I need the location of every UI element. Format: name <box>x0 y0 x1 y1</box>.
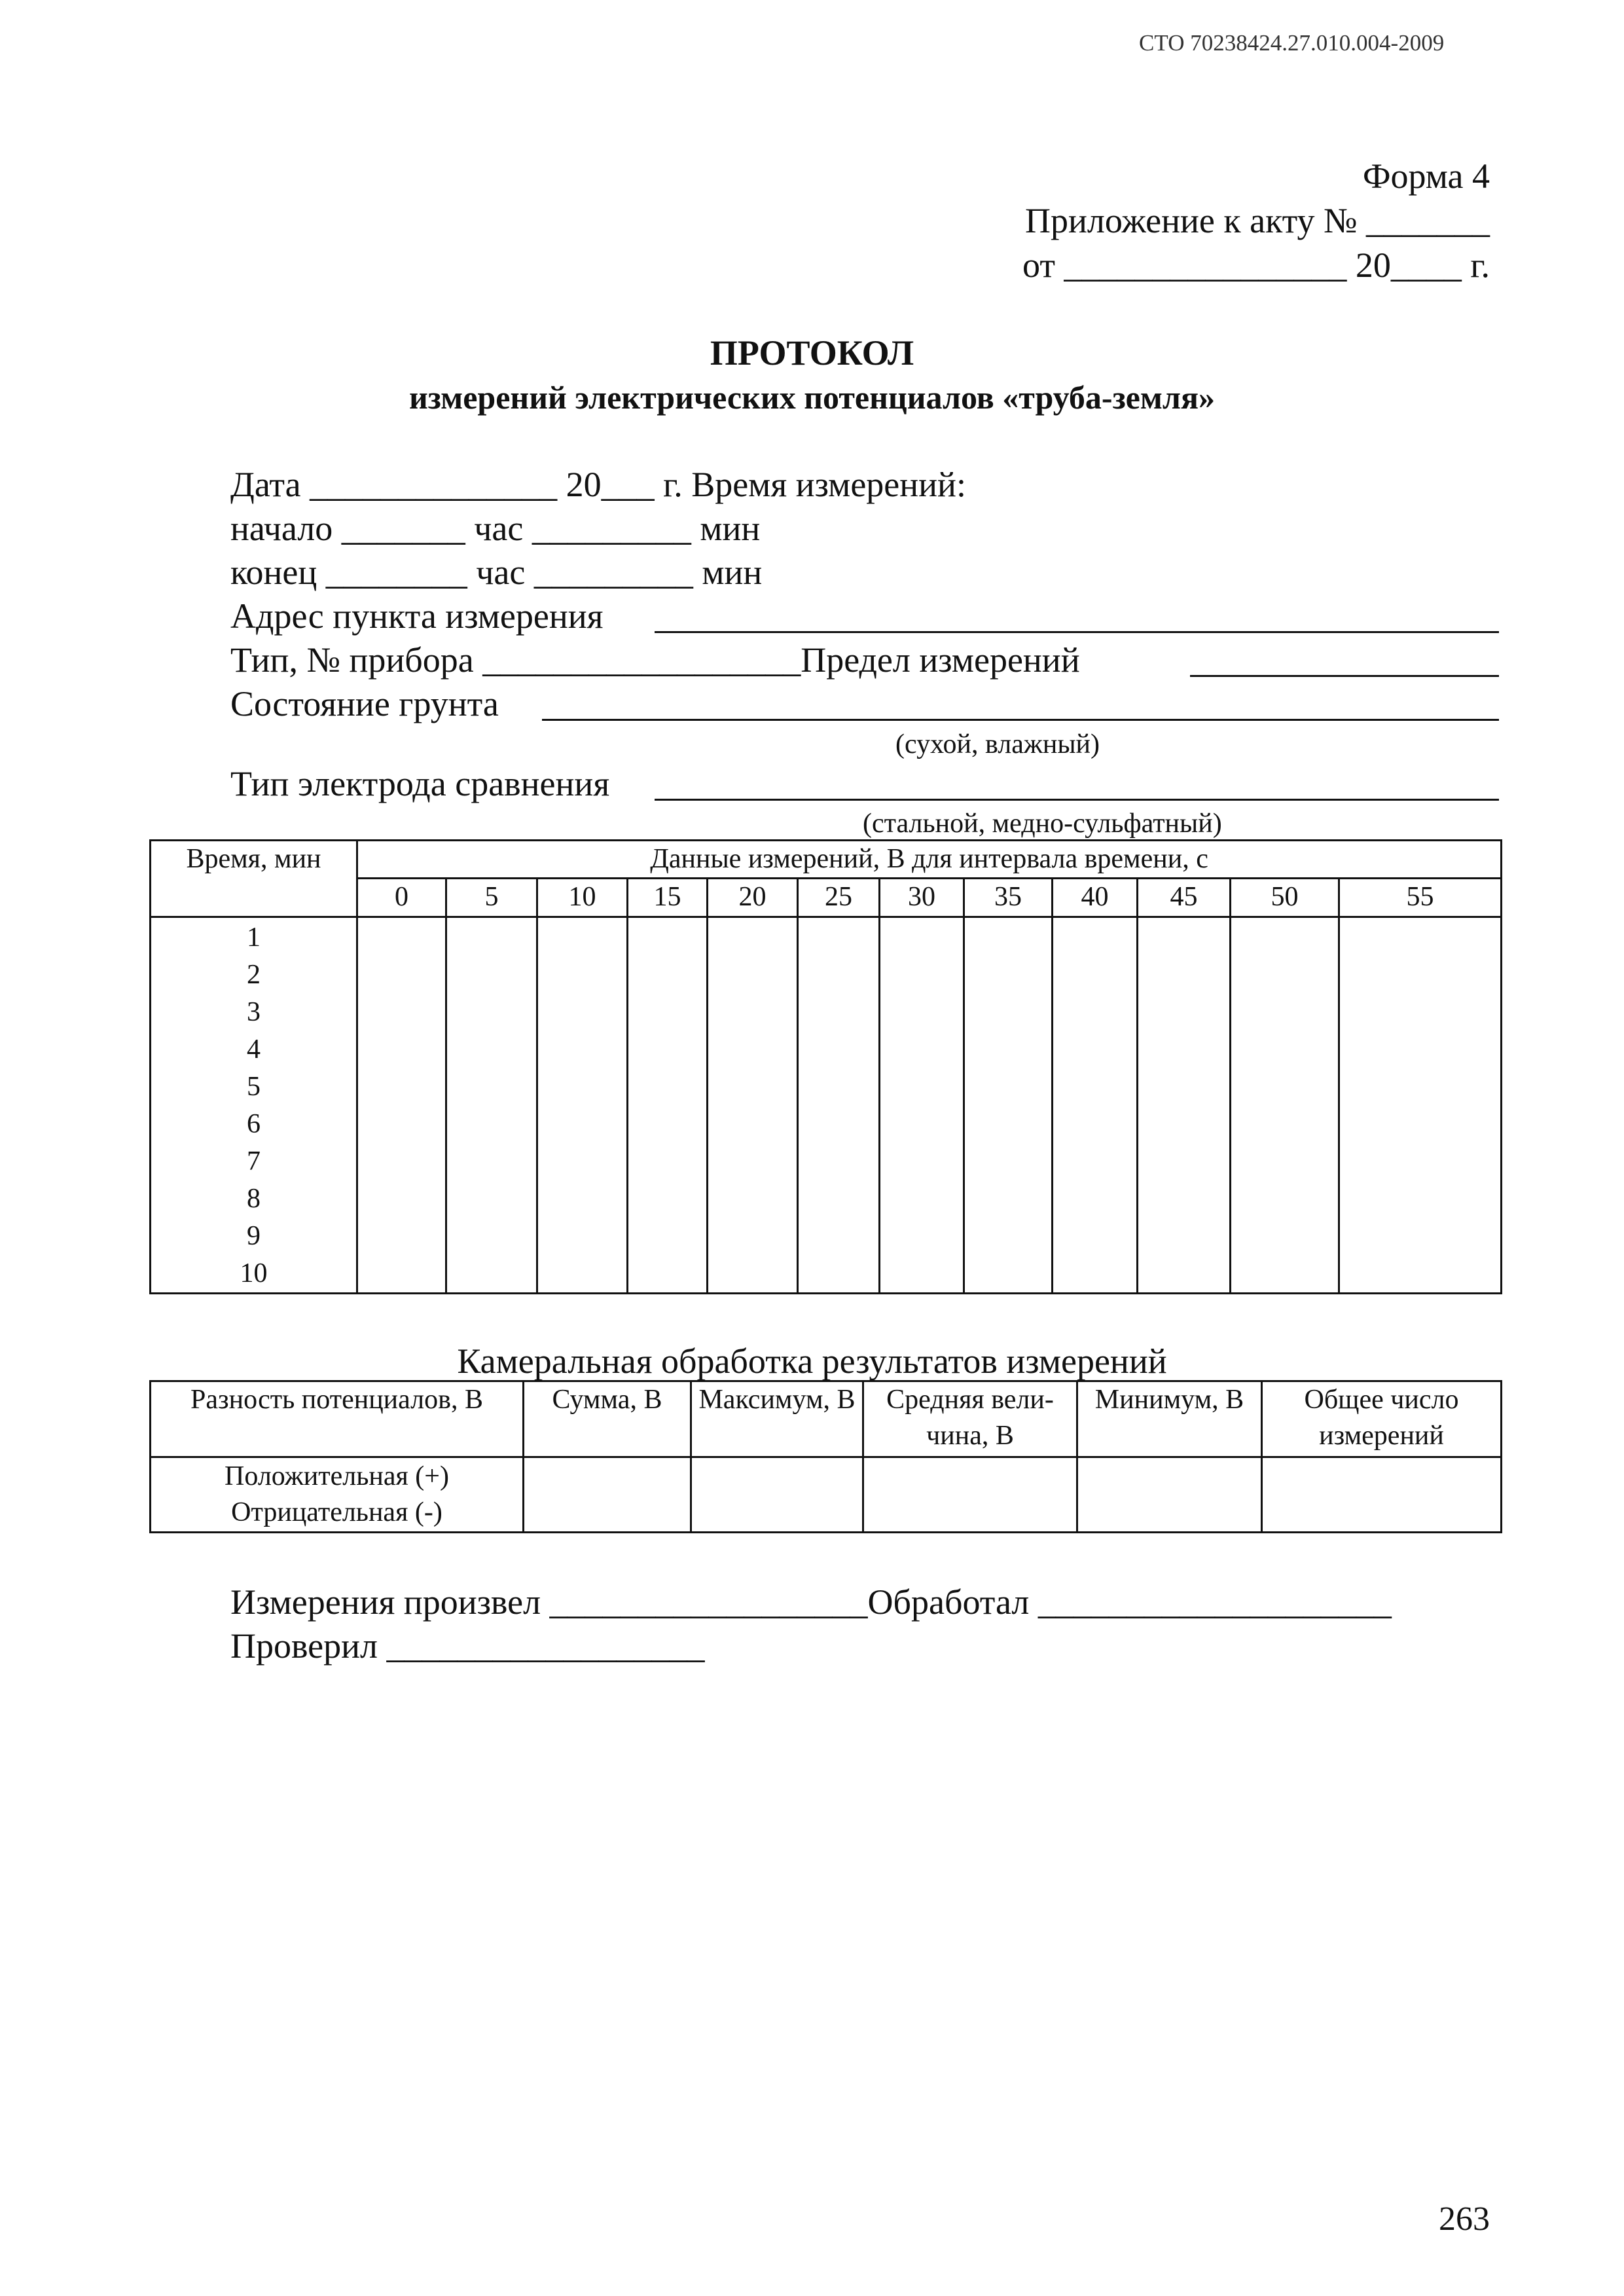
interval-header: 55 <box>1339 879 1502 917</box>
processing-caption: Камеральная обработка результатов измерений <box>457 1341 1167 1381</box>
maximum-header: Максимум, В <box>691 1381 863 1457</box>
appendix-line: Приложение к акту № _______ <box>1025 201 1490 240</box>
page-subtitle: измерений электрических потенциалов «труба-земля» <box>408 379 1216 416</box>
result-cell <box>863 1457 1077 1533</box>
address-underline <box>655 631 1499 633</box>
soil-hint: (сухой, влажный) <box>895 729 1100 759</box>
row-number: 9 <box>247 1220 261 1251</box>
data-cell <box>628 917 708 1293</box>
appendix-date-line: от ________________ 20____ г. <box>1022 246 1490 285</box>
negative-row-label: Отрицательная (-) <box>231 1497 442 1527</box>
page-number: 263 <box>1439 2200 1490 2238</box>
signature-line-measured-processed: Измерения произвел __________________Обработал ____________________ <box>230 1582 1392 1622</box>
row-number: 3 <box>247 996 261 1027</box>
row-number: 7 <box>247 1146 261 1176</box>
row-numbers-cell <box>151 917 357 1293</box>
positive-row-label: Положительная (+) <box>225 1461 449 1491</box>
interval-header: 15 <box>628 879 708 917</box>
row-number: 6 <box>247 1108 261 1139</box>
minimum-header: Минимум, В <box>1077 1381 1262 1457</box>
data-cell <box>1053 917 1138 1293</box>
interval-header: 0 <box>357 879 446 917</box>
row-number: 8 <box>247 1183 261 1214</box>
data-cell <box>708 917 798 1293</box>
electrode-label: Тип электрода сравнения <box>230 764 610 803</box>
signature-line-checked: Проверил __________________ <box>230 1626 705 1666</box>
address-label: Адрес пункта измерения <box>230 596 604 636</box>
form-number: Форма 4 <box>1362 156 1490 196</box>
row-number: 2 <box>247 959 261 990</box>
time-column-header: Время, мин <box>151 841 357 917</box>
processing-table <box>149 1380 1502 1533</box>
row-number: 10 <box>240 1258 268 1288</box>
data-cell <box>537 917 628 1293</box>
interval-header: 30 <box>880 879 964 917</box>
soil-label: Состояние грунта <box>230 684 499 723</box>
interval-header: 50 <box>1231 879 1339 917</box>
potential-difference-header: Разность потенциалов, В <box>151 1381 524 1457</box>
data-cell <box>357 917 446 1293</box>
measurement-table <box>149 839 1502 1294</box>
data-column-header: Данные измерений, В для интервала времени, с <box>357 841 1502 879</box>
start-time-line: начало _______ час _________ мин <box>230 509 761 548</box>
interval-header: 40 <box>1053 879 1138 917</box>
interval-header: 45 <box>1138 879 1231 917</box>
data-cell <box>1231 917 1339 1293</box>
row-number: 5 <box>247 1071 261 1102</box>
end-time-line: конец ________ час _________ мин <box>230 553 763 592</box>
electrode-hint: (стальной, медно-сульфатный) <box>863 809 1222 839</box>
data-cell <box>1138 917 1231 1293</box>
soil-underline <box>542 719 1499 721</box>
interval-header: 25 <box>798 879 880 917</box>
interval-header: 10 <box>537 879 628 917</box>
date-line: Дата ______________ 20___ г. Время измерений: <box>230 465 966 504</box>
interval-header: 35 <box>964 879 1053 917</box>
sign-rows-cell <box>151 1457 524 1533</box>
data-cell <box>446 917 537 1293</box>
average-header: Средняя вели-чина, В <box>863 1381 1077 1457</box>
device-line: Тип, № прибора __________________Предел измерений <box>230 640 1080 680</box>
result-cell <box>691 1457 863 1533</box>
data-cell <box>964 917 1053 1293</box>
result-cell <box>524 1457 691 1533</box>
page-title: ПРОТОКОЛ <box>710 333 914 373</box>
electrode-underline <box>655 799 1499 801</box>
interval-header: 5 <box>446 879 537 917</box>
row-number: 4 <box>247 1034 261 1065</box>
sum-header: Сумма, В <box>524 1381 691 1457</box>
row-number: 1 <box>247 922 261 953</box>
result-cell <box>1262 1457 1502 1533</box>
data-cell <box>880 917 964 1293</box>
result-cell <box>1077 1457 1262 1533</box>
data-cell <box>1339 917 1502 1293</box>
total-count-header: Общее число измерений <box>1262 1381 1502 1457</box>
document-code: СТО 70238424.27.010.004-2009 <box>1139 30 1445 56</box>
data-cell <box>798 917 880 1293</box>
range-underline <box>1190 675 1499 677</box>
interval-header: 20 <box>708 879 798 917</box>
